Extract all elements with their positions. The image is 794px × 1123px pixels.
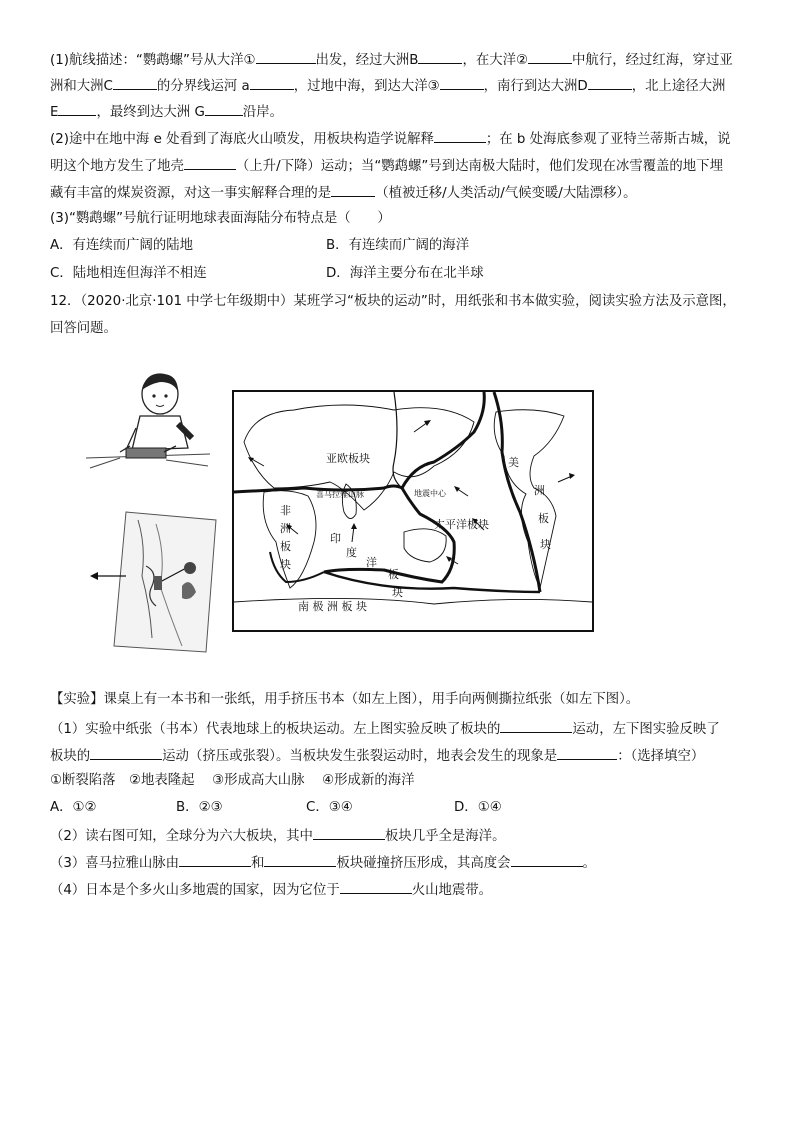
map-label-antarctic-plate: 南 极 洲 板 块 (298, 600, 367, 613)
answer-blank[interactable] (205, 101, 243, 116)
answer-blank[interactable] (528, 49, 572, 64)
answer-blank[interactable] (434, 128, 486, 143)
q12-sub2: （2）读右图可知，全球分为六大板块，其中 板块几乎全是海洋。 (50, 825, 760, 847)
q12-intro-line-2: 回答问题。 (50, 321, 117, 336)
map-label-africa-3: 板 (280, 540, 291, 553)
option-b[interactable]: B．有连续而广阔的海洋 (326, 238, 470, 253)
map-label-quake-center: 地震中心 (414, 489, 446, 498)
q11-part2-line-2: 明这个地方发生了地壳 （上升/下降）运动；当“鹦鹉螺”号到达南极大陆时，他们发现在冰雪覆盖的地下埋 (50, 155, 760, 177)
map-label-indian-1: 印 (330, 532, 341, 545)
plate-map (232, 390, 594, 632)
answer-blank[interactable] (440, 75, 484, 90)
answer-blank[interactable] (418, 49, 462, 64)
answer-blank[interactable] (313, 825, 385, 840)
map-label-africa-2: 洲 (280, 522, 291, 535)
map-label-america-2: 洲 (534, 484, 545, 497)
map-label-africa-1: 非 (280, 504, 291, 517)
map-label-indian-2: 度 (346, 546, 357, 559)
q12-sub1-choices-desc: ①断裂陷落 ②地表隆起 ③形成高大山脉 ④形成新的海洋 (50, 773, 415, 788)
option-c[interactable]: C．陆地相连但海洋不相连 (50, 266, 207, 281)
choice-b[interactable]: B．②③ (176, 800, 223, 815)
q12-sub3: （3）喜马拉雅山脉由 和 板块碰撞挤压形成，其高度会 。 (50, 852, 760, 874)
q11-route-line-1: (1)航线描述：“鹦鹉螺”号从大洋① 出发，经过大洲B ，在大洋② 中航行，经过红海，穿过亚 (50, 49, 760, 71)
q11-part2-line-1: (2)途中在地中海 e 处看到了海底火山喷发，用板块构造学说解释 ；在 b 处海底参观了亚特兰蒂斯古城，说 (50, 128, 760, 150)
answer-blank[interactable] (500, 718, 572, 733)
q11-route-line-2: 洲和大洲C 的分界线运河 a ，过地中海，到达大洋③ ，南行到达大洲D ，北上途径大洲 (50, 75, 760, 97)
answer-blank[interactable] (256, 49, 316, 64)
answer-blank[interactable] (250, 75, 294, 90)
map-label-pacific-plate: 太平洋板块 (434, 518, 489, 531)
map-label-himalaya: 喜马拉雅山脉 (316, 490, 364, 499)
answer-blank[interactable] (179, 852, 251, 867)
choice-d[interactable]: D．①④ (454, 800, 502, 815)
option-d[interactable]: D．海洋主要分布在北半球 (326, 266, 484, 281)
answer-blank[interactable] (58, 101, 96, 116)
q12-sub1-line-1: （1）实验中纸张（书本）代表地球上的板块运动。左上图实验反映了板块的 运动，左下图实验反映了 (50, 718, 760, 740)
answer-blank[interactable] (184, 155, 236, 170)
q11-part3-stem: (3)“鹦鹉螺”号航行证明地球表面海陆分布特点是（ ） (50, 211, 391, 226)
map-label-indian-3: 洋 (366, 556, 377, 569)
map-label-america-4: 块 (540, 538, 551, 551)
map-label-indian-5: 块 (392, 586, 403, 599)
map-label-indian-4: 板 (388, 568, 399, 581)
map-label-eurasia-plate: 亚欧板块 (326, 452, 370, 465)
choice-a[interactable]: A．①② (50, 800, 97, 815)
answer-blank[interactable] (340, 879, 412, 894)
q12-sub4: （4）日本是个多火山多地震的国家，因为它位于 火山地震带。 (50, 879, 760, 901)
answer-blank[interactable] (331, 182, 375, 197)
answer-blank[interactable] (557, 745, 617, 760)
map-label-america-3: 板 (538, 512, 549, 525)
answer-blank[interactable] (588, 75, 632, 90)
q12-intro-line-1: 12．（2020·北京·101 中学七年级期中）某班学习“板块的运动”时，用纸张和书本做实验，阅读实验方法及示意图， (50, 294, 736, 309)
answer-blank[interactable] (511, 852, 583, 867)
paper-tear-illustration (86, 506, 218, 656)
answer-blank[interactable] (113, 75, 157, 90)
map-label-america-1: 美 (508, 456, 519, 469)
q12-sub1-line-2: 板块的 运动（挤压或张裂）。当板块发生张裂运动时，地表会发生的现象是 ：（选择填空） (50, 745, 760, 767)
q11-part2-line-3: 藏有丰富的煤炭资源，对这一事实解释合理的是 （植被迁移/人类活动/气候变暖/大陆漂移）。 (50, 182, 760, 204)
answer-blank[interactable] (90, 745, 162, 760)
map-label-africa-4: 块 (280, 558, 291, 571)
choice-c[interactable]: C．③④ (306, 800, 353, 815)
q11-route-line-3: E ，最终到达大洲 G 沿岸。 (50, 101, 760, 123)
option-a[interactable]: A．有连续而广阔的陆地 (50, 238, 194, 253)
experiment-description: 【实验】课桌上有一本书和一张纸，用手挤压书本（如左上图），用手向两侧撕拉纸张（如左下图）。 (50, 692, 640, 707)
book-squeeze-illustration (80, 368, 220, 480)
answer-blank[interactable] (264, 852, 336, 867)
